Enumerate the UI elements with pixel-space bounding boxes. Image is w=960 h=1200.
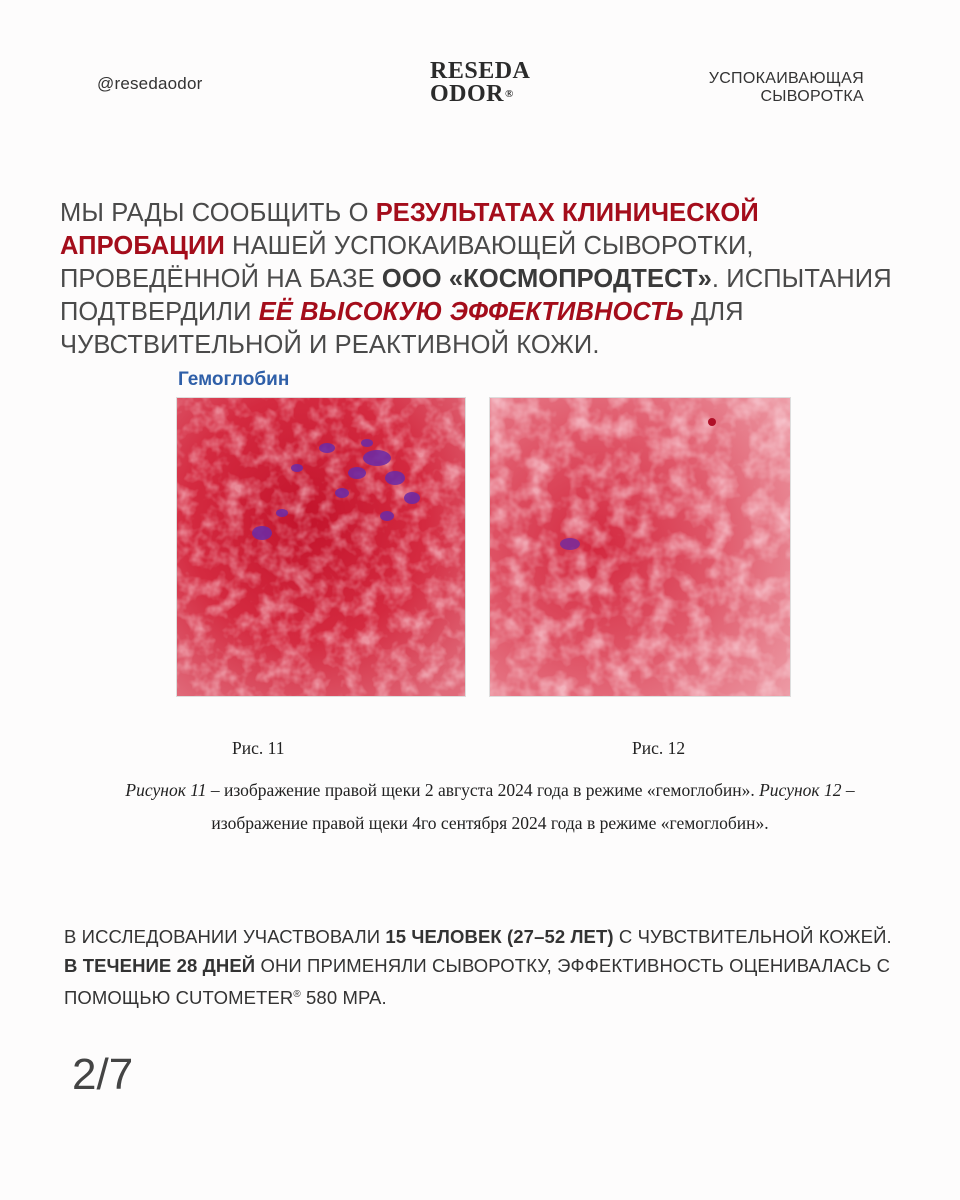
- figure-description: [100, 774, 880, 840]
- study-text-1: В ИССЛЕДОВАНИИ УЧАСТВОВАЛИ: [64, 926, 386, 947]
- figure-title: Гемоглобин: [178, 369, 290, 390]
- figure-desc-ref-12: Рисунок 12: [759, 780, 842, 800]
- intro-text-3: . ИСПЫТАНИЯ ПОДТВЕРДИЛИ: [60, 265, 892, 326]
- brand-logo: [430, 60, 532, 106]
- study-text-2: С ЧУВСТВИТЕЛЬНОЙ КОЖЕЙ.: [613, 926, 892, 947]
- intro-text-1: МЫ РАДЫ СООБЩИТЬ О: [60, 199, 376, 227]
- intro-text-4: ДЛЯ ЧУВСТВИТЕЛЬНОЙ И РЕАКТИВНОЙ КОЖИ.: [60, 298, 744, 359]
- registered-mark: ®: [293, 989, 301, 1000]
- intro-company-name: ООО «КОСМОПРОДТЕСТ»: [381, 265, 712, 293]
- product-name-line-1: УСПОКАИВАЮЩАЯ: [708, 70, 864, 87]
- figure-caption-12: Рис. 12: [632, 738, 686, 758]
- study-duration: В ТЕЧЕНИЕ 28 ДНЕЙ: [64, 955, 256, 976]
- logo-word-2: ODOR: [430, 81, 504, 107]
- study-participants: 15 ЧЕЛОВЕК (27–52 ЛЕТ): [385, 926, 614, 947]
- intro-paragraph: [60, 197, 920, 362]
- intro-highlight-efficiency: ЕЁ ВЫСОКУЮ ЭФФЕКТИВНОСТЬ: [258, 298, 684, 326]
- figure-caption-11: Рис. 11: [232, 738, 285, 758]
- figure-desc-ref-11: Рисунок 11: [125, 780, 207, 800]
- study-text-3: ОНИ ПРИМЕНЯЛИ СЫВОРОТКУ, ЭФФЕКТИВНОСТЬ ОЦЕНИВАЛАСЬ С ПОМОЩЬЮ CUTOMETER: [64, 955, 891, 1009]
- logo-line-1: RESEDA: [430, 58, 531, 84]
- intro-text-2: НАШЕЙ УСПОКАИВАЮЩЕЙ СЫВОРОТКИ, ПРОВЕДЁННОЙ НА БАЗЕ: [60, 232, 754, 293]
- logo-line-2: [430, 83, 532, 106]
- product-name-line-2: СЫВОРОТКА: [760, 88, 864, 105]
- page-counter: 2/7: [72, 1050, 134, 1099]
- instagram-handle: @resedaodor: [97, 74, 203, 93]
- figure-desc-text-11: – изображение правой щеки 2 августа 2024 года в режиме «гемоглобин».: [206, 780, 760, 800]
- study-paragraph: [64, 922, 904, 1012]
- study-text-4: 580 MPA.: [300, 987, 387, 1009]
- figure-desc-text-12: – изображение правой щеки 4го сентября 2024 года в режиме «гемоглобин».: [211, 780, 855, 833]
- logo-registered-mark: ®: [505, 88, 514, 100]
- skin-photo-after: [489, 397, 791, 697]
- product-name: [709, 70, 864, 106]
- skin-photo-before: [176, 397, 466, 697]
- intro-highlight-results: РЕЗУЛЬТАТАХ КЛИНИЧЕСКОЙ АПРОБАЦИИ: [60, 199, 759, 260]
